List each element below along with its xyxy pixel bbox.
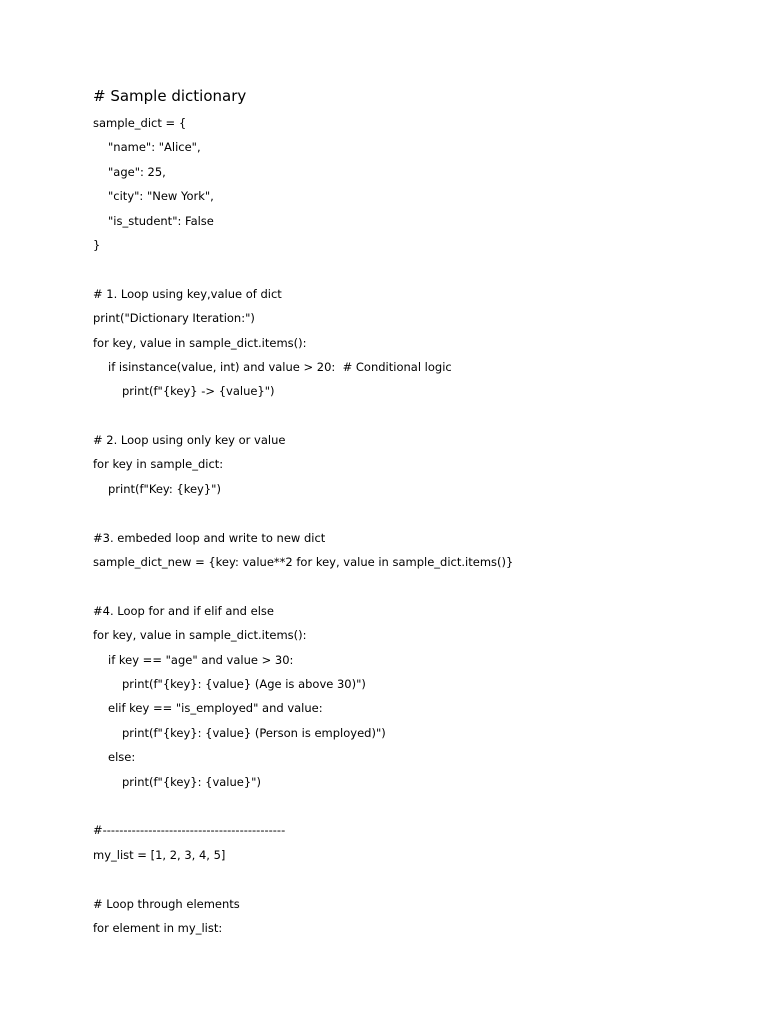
blank-line [93, 259, 513, 283]
code-line: if key == "age" and value > 30: [108, 652, 294, 667]
comment-line: # 2. Loop using only key or value [93, 433, 286, 448]
blank-line [93, 869, 513, 893]
blank-line [93, 796, 513, 820]
code-line: print("Dictionary Iteration:") [93, 311, 255, 326]
code-line: for key in sample_dict: [93, 457, 224, 472]
code-line: print(f"{key}: {value} (Person is employed)") [122, 725, 386, 740]
code-line: } [93, 237, 101, 252]
code-line: "city": "New York", [108, 189, 214, 204]
code-line: for key, value in sample_dict.items(): [93, 628, 307, 643]
code-line: print(f"{key}: {value} (Age is above 30)") [122, 676, 366, 691]
code-line: sample_dict = { [93, 116, 187, 130]
code-line: for element in my_list: [93, 920, 223, 935]
code-line: my_list = [1, 2, 3, 4, 5] [93, 847, 226, 862]
blank-line [93, 406, 513, 430]
code-line: sample_dict_new = {key: value**2 for key, value in sample_dict.items()} [93, 555, 514, 570]
code-lines [93, 113, 513, 942]
separator-comment-line: #-------------------------------------------- [93, 823, 286, 838]
document-heading: # Sample dictionary [93, 87, 247, 105]
code-line: "age": 25, [108, 164, 166, 179]
code-line: "name": "Alice", [108, 140, 201, 155]
comment-line: # Loop through elements [93, 896, 240, 911]
code-line: print(f"{key}: {value}") [122, 774, 261, 789]
blank-line [93, 576, 513, 600]
code-line: print(f"Key: {key}") [108, 481, 221, 496]
code-line: "is_student": False [108, 213, 214, 228]
comment-line: #4. Loop for and if elif and else [93, 603, 274, 618]
comment-line: # 1. Loop using key,value of dict [93, 286, 282, 301]
code-line: if isinstance(value, int) and value > 20: # Conditional logic [108, 359, 452, 374]
code-line: for key, value in sample_dict.items(): [93, 335, 307, 350]
comment-line: #3. embeded loop and write to new dict [93, 530, 326, 545]
code-line: print(f"{key} -> {value}") [122, 384, 275, 399]
code-line: elif key == "is_employed" and value: [108, 701, 323, 716]
blank-line [93, 503, 513, 527]
code-line: else: [108, 750, 136, 765]
